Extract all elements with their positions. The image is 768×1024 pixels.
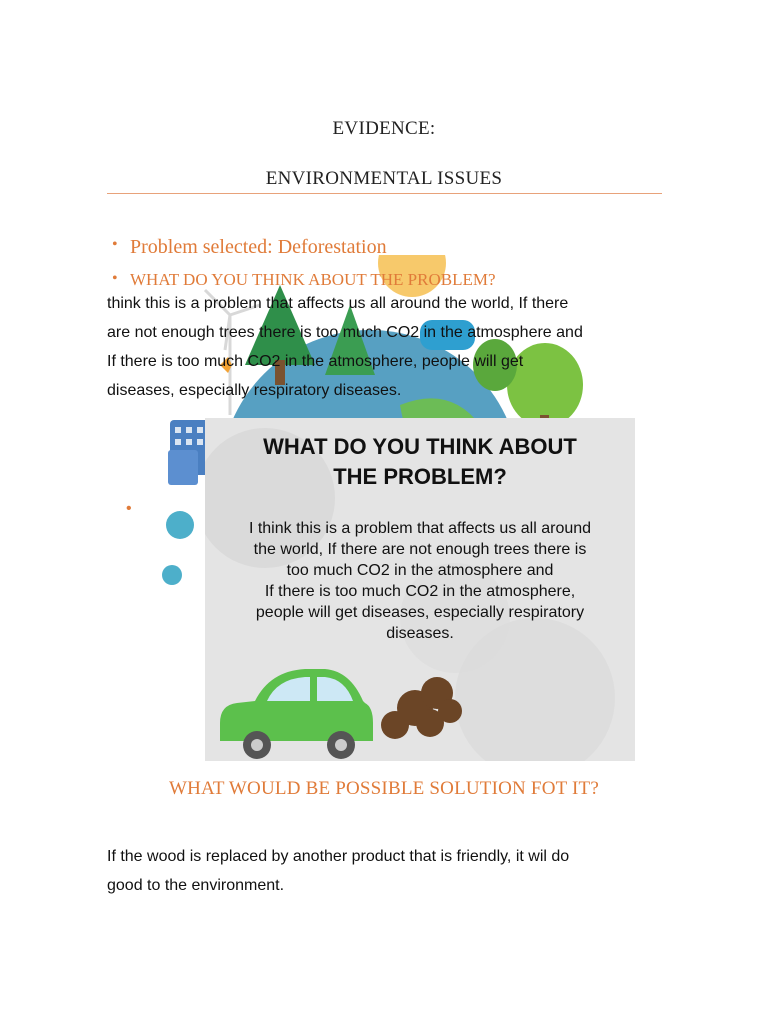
solution-heading: WHAT WOULD BE POSSIBLE SOLUTION FOT IT?: [168, 778, 599, 799]
bullet-dot-icon: •: [126, 500, 132, 517]
slide-body: I think this is a problem that affects us all around the world, If there are not enough trees there is too much CO2 in the atmosphere and If there is too much CO2 in the atmosphere, people will get diseases, especially respiratory diseases.: [248, 520, 592, 642]
answer-paragraph: think this is a problem that affects us all around the world, If there are not enough trees there is too much CO2 in the atmosphere and If there is too much CO2 in the atmosphere, people will get diseases, especially respiratory diseases.: [107, 295, 583, 399]
solution-paragraph: If the wood is replaced by another product that is friendly, it wil do good to the environment.: [107, 848, 570, 894]
doc-title: EVIDENCE:: [332, 118, 436, 139]
bullet-problem-selected: • Problem selected: Deforestation: [112, 236, 387, 258]
bullet-question: • WHAT DO YOU THINK ABOUT THE PROBLEM?: [112, 270, 496, 289]
bullet-dot-icon: •: [112, 270, 118, 287]
bullet-dot-icon: •: [112, 236, 118, 253]
doc-subtitle: ENVIRONMENTAL ISSUES: [265, 168, 503, 189]
title-divider: [107, 193, 662, 194]
slide-title: WHAT DO YOU THINK ABOUT THE PROBLEM?: [263, 434, 577, 489]
slide-image: [205, 418, 635, 761]
car-exhaust-icon: [215, 653, 465, 761]
building-icon: [168, 450, 198, 485]
